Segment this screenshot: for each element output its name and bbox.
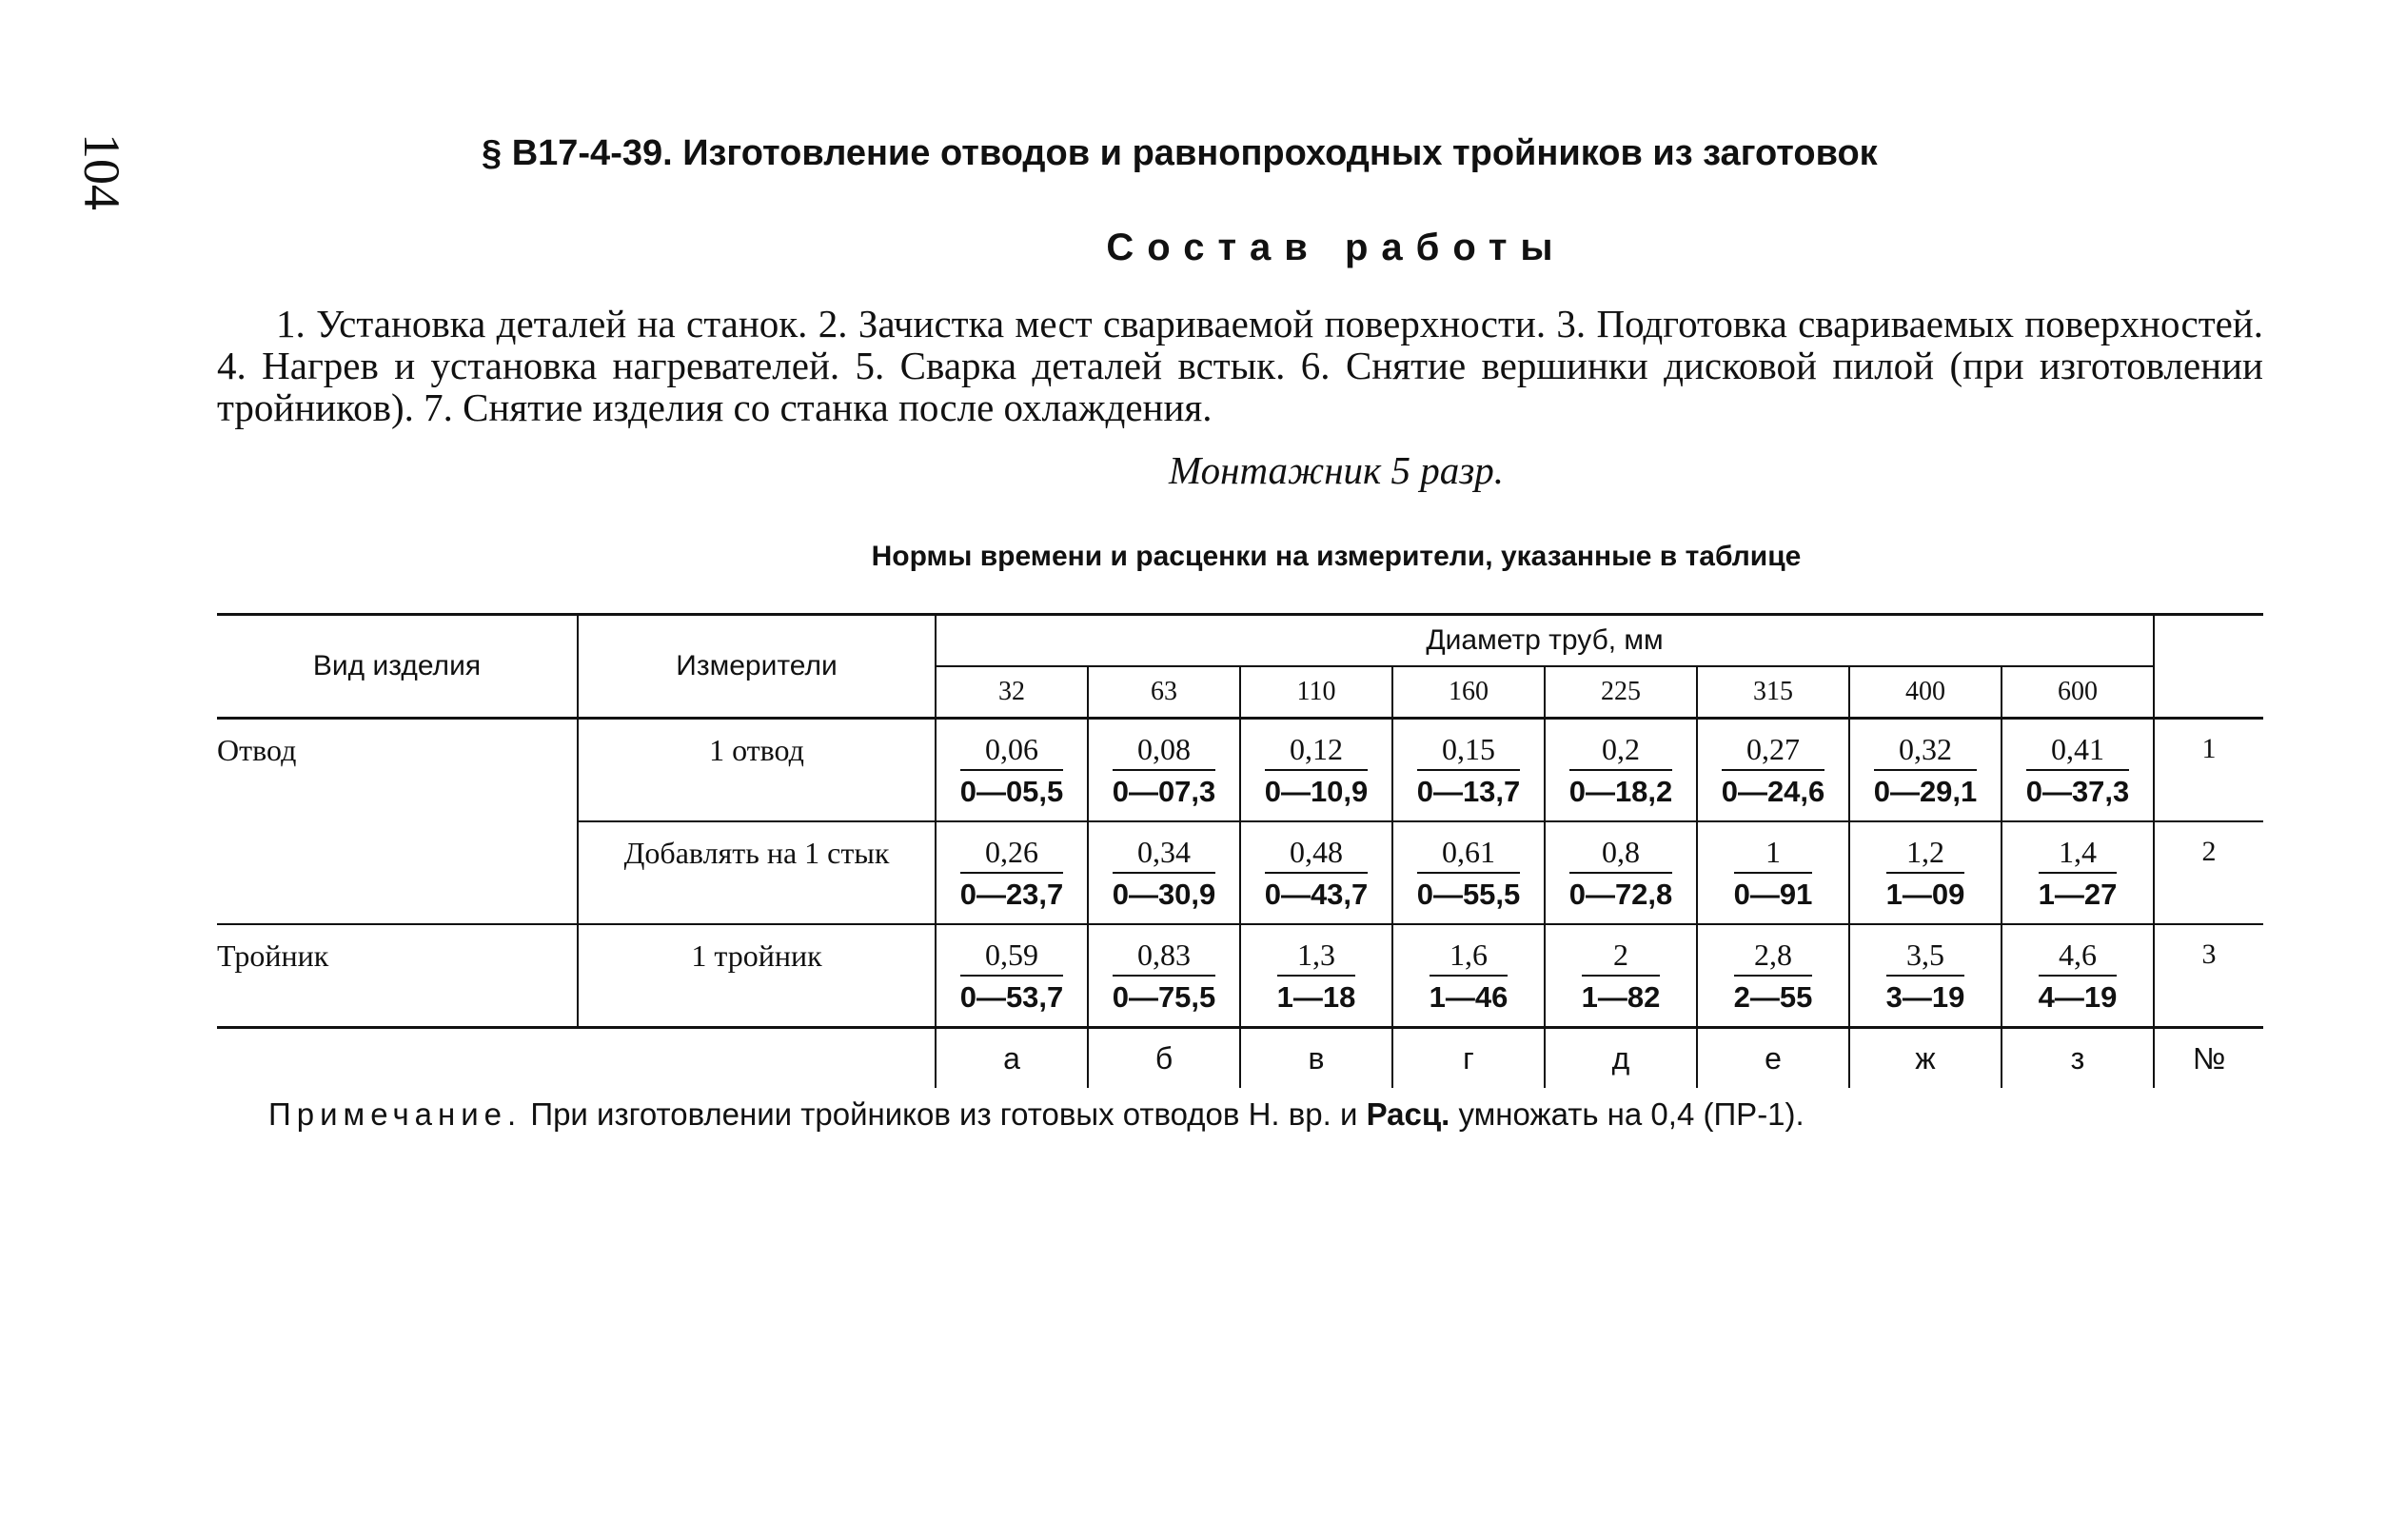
norm-rate-fraction — [1113, 732, 1216, 809]
col-header-measure: Измерители — [578, 615, 936, 719]
time-norm: 0,06 — [960, 732, 1064, 771]
table-row — [217, 719, 2263, 822]
section-title: § В17-4-39. Изготовление отводов и равнопроходных тройников из заготовок — [482, 133, 1878, 173]
norm-rate-cell — [1697, 821, 1849, 924]
rate: 1—82 — [1581, 979, 1661, 1014]
norm-rate-cell — [1088, 924, 1240, 1028]
norm-rate-fraction — [1734, 835, 1813, 912]
norm-rate-cell — [2002, 924, 2154, 1028]
norm-rate-cell — [936, 821, 1088, 924]
norm-rate-cell — [1392, 719, 1545, 822]
norm-rate-cell — [1849, 821, 2002, 924]
row-number: 1 — [2154, 719, 2263, 822]
number-label: № — [2154, 1028, 2263, 1089]
note-text-after: умножать на 0,4 (ПР-1). — [1450, 1096, 1804, 1132]
column-letter: е — [1697, 1028, 1849, 1089]
time-norm: 4,6 — [2039, 938, 2118, 977]
diameter-header: 600 — [2002, 666, 2154, 719]
diameter-header: 225 — [1545, 666, 1697, 719]
norm-rate-fraction — [1265, 732, 1369, 809]
time-norm: 0,59 — [960, 938, 1064, 977]
rate: 0—91 — [1733, 877, 1813, 911]
note-label: Примечание. — [268, 1096, 523, 1132]
time-norm: 0,8 — [1569, 835, 1673, 874]
norm-rate-cell — [1088, 821, 1240, 924]
rate: 0—53,7 — [959, 979, 1064, 1014]
rate: 2—55 — [1733, 979, 1813, 1014]
norm-rate-fraction — [1734, 938, 1813, 1015]
norm-rate-cell — [1849, 719, 2002, 822]
column-letter: з — [2002, 1028, 2154, 1089]
norm-rate-fraction — [960, 732, 1064, 809]
time-norm: 2,8 — [1734, 938, 1813, 977]
rate: 1—27 — [2038, 877, 2118, 911]
time-norm: 0,08 — [1113, 732, 1216, 771]
norm-rate-cell — [936, 924, 1088, 1028]
norm-rate-cell — [2002, 719, 2154, 822]
norm-rate-cell — [2002, 821, 2154, 924]
table-row — [217, 924, 2263, 1028]
norm-rate-fraction — [1569, 835, 1673, 912]
rate: 0—13,7 — [1416, 774, 1521, 808]
time-norm: 0,2 — [1569, 732, 1673, 771]
time-norm: 1,4 — [2039, 835, 2118, 874]
norm-rate-cell — [1697, 719, 1849, 822]
table-row — [217, 821, 2263, 924]
worker-qualification: Монтажник 5 разр. — [1169, 448, 1504, 492]
norm-rate-fraction — [1430, 938, 1509, 1015]
time-norm: 0,48 — [1265, 835, 1369, 874]
work-composition-text: 1. Установка деталей на станок. 2. Зачистка мест свариваемой поверхности. 3. Подготовка свариваемых поверхностей. 4. Нагрев и установка нагревателей. 5. Сварка деталей встык. 6. Снятие вершинки дисковой пилой (при изготовлении тройников). 7. Снятие изделия со станка после охлаждения. — [217, 302, 2263, 429]
norms-table — [217, 613, 2263, 1088]
time-norm: 2 — [1582, 938, 1661, 977]
measure-unit: 1 тройник — [578, 924, 936, 1028]
column-letter: а — [936, 1028, 1088, 1089]
norm-rate-fraction — [1722, 732, 1825, 809]
time-norm: 0,12 — [1265, 732, 1369, 771]
norm-rate-fraction — [1874, 732, 1978, 809]
diameter-header: 400 — [1849, 666, 2002, 719]
norm-rate-fraction — [1113, 835, 1216, 912]
rate: 1—09 — [1885, 877, 1965, 911]
time-norm: 0,32 — [1874, 732, 1978, 771]
norm-rate-cell — [1392, 821, 1545, 924]
column-letter: г — [1392, 1028, 1545, 1089]
diameter-header: 63 — [1088, 666, 1240, 719]
norm-rate-fraction — [960, 938, 1064, 1015]
time-norm: 0,83 — [1113, 938, 1216, 977]
letters-blank — [217, 1028, 936, 1089]
norm-rate-cell — [1088, 719, 1240, 822]
column-letter: ж — [1849, 1028, 2002, 1089]
rate: 4—19 — [2038, 979, 2118, 1014]
norm-rate-fraction — [1417, 835, 1521, 912]
time-norm: 0,15 — [1417, 732, 1521, 771]
norm-rate-fraction — [2026, 732, 2130, 809]
norm-rate-cell — [1392, 924, 1545, 1028]
rate: 0—23,7 — [959, 877, 1064, 911]
rate: 0—24,6 — [1721, 774, 1825, 808]
rate: 0—37,3 — [2025, 774, 2130, 808]
note — [268, 1096, 2267, 1133]
rate: 0—43,7 — [1264, 877, 1369, 911]
norm-rate-cell — [1240, 924, 1392, 1028]
rate: 0—55,5 — [1416, 877, 1521, 911]
row-number: 3 — [2154, 924, 2263, 1028]
norm-rate-cell — [1545, 924, 1697, 1028]
rate: 0—07,3 — [1112, 774, 1216, 808]
col-header-type: Вид изделия — [217, 615, 578, 719]
norm-rate-cell — [936, 719, 1088, 822]
product-type — [217, 821, 578, 924]
rate: 0—29,1 — [1873, 774, 1978, 808]
rate: 0—05,5 — [959, 774, 1064, 808]
rate: 1—18 — [1276, 979, 1356, 1014]
norm-rate-fraction — [960, 835, 1064, 912]
rate: 0—30,9 — [1112, 877, 1216, 911]
measure-unit: Добавлять на 1 стык — [578, 821, 936, 924]
letters-row — [217, 1028, 2263, 1089]
time-norm: 0,61 — [1417, 835, 1521, 874]
rate: 1—46 — [1429, 979, 1509, 1014]
norm-rate-fraction — [1569, 732, 1673, 809]
time-norm: 1,2 — [1886, 835, 1965, 874]
diameter-header: 110 — [1240, 666, 1392, 719]
time-norm: 0,34 — [1113, 835, 1216, 874]
product-type: Отвод — [217, 733, 297, 767]
norm-rate-fraction — [1265, 835, 1369, 912]
norm-rate-cell — [1240, 719, 1392, 822]
diameter-header: 160 — [1392, 666, 1545, 719]
time-norm: 0,27 — [1722, 732, 1825, 771]
row-number: 2 — [2154, 821, 2263, 924]
norm-rate-fraction — [1582, 938, 1661, 1015]
time-norm: 3,5 — [1886, 938, 1965, 977]
page-number: 104 — [73, 133, 130, 210]
norm-rate-fraction — [2039, 835, 2118, 912]
rate: 0—75,5 — [1112, 979, 1216, 1014]
table-caption: Нормы времени и расценки на измерители, указанные в таблице — [871, 541, 1802, 572]
norm-rate-fraction — [1886, 835, 1965, 912]
norm-rate-cell — [1545, 821, 1697, 924]
col-header-diameter: Диаметр труб, мм — [936, 615, 2154, 667]
note-bold-word: Расц. — [1366, 1096, 1450, 1132]
time-norm: 1,6 — [1430, 938, 1509, 977]
rate: 0—10,9 — [1264, 774, 1369, 808]
note-text-before: При изготовлении тройников из готовых отводов Н. вр. и — [522, 1096, 1367, 1132]
norm-rate-fraction — [1417, 732, 1521, 809]
rate: 0—18,2 — [1568, 774, 1673, 808]
rate: 3—19 — [1885, 979, 1965, 1014]
work-composition-heading: Состав работы — [1106, 227, 1567, 268]
time-norm: 1 — [1734, 835, 1813, 874]
column-letter: б — [1088, 1028, 1240, 1089]
norm-rate-fraction — [1113, 938, 1216, 1015]
norm-rate-cell — [1545, 719, 1697, 822]
diameter-header: 32 — [936, 666, 1088, 719]
norm-rate-cell — [1849, 924, 2002, 1028]
column-letter: д — [1545, 1028, 1697, 1089]
norm-rate-fraction — [1277, 938, 1356, 1015]
norm-rate-fraction — [2039, 938, 2118, 1015]
norm-rate-fraction — [1886, 938, 1965, 1015]
norm-rate-cell — [1697, 924, 1849, 1028]
product-type: Тройник — [217, 924, 578, 1028]
time-norm: 0,41 — [2026, 732, 2130, 771]
rate: 0—72,8 — [1568, 877, 1673, 911]
measure-unit: 1 отвод — [578, 719, 936, 822]
norm-rate-cell — [1240, 821, 1392, 924]
column-letter: в — [1240, 1028, 1392, 1089]
time-norm: 0,26 — [960, 835, 1064, 874]
norms-body — [217, 719, 2263, 1028]
col-header-number-blank — [2154, 615, 2263, 719]
time-norm: 1,3 — [1277, 938, 1356, 977]
diameter-header: 315 — [1697, 666, 1849, 719]
